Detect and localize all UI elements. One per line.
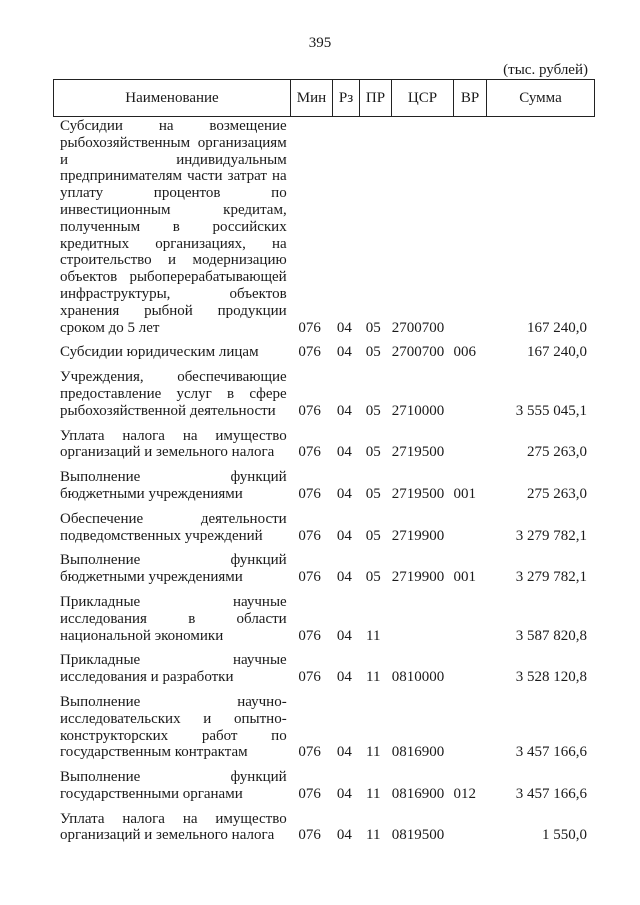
row-name: Прикладные научные исследования в области национальной экономики bbox=[60, 593, 287, 644]
row-rz: 04 bbox=[336, 627, 352, 644]
row-rz: 04 bbox=[336, 669, 352, 686]
row-sum: 3 587 820,8 bbox=[515, 627, 587, 644]
row-sum: 3 457 166,6 bbox=[515, 744, 587, 761]
table-row bbox=[53, 511, 589, 545]
row-name: Выполнение функций бюджетными учреждениями bbox=[60, 552, 287, 586]
table-header bbox=[53, 79, 595, 117]
row-sum: 167 240,0 bbox=[527, 344, 587, 361]
row-sum: 167 240,0 bbox=[527, 319, 587, 336]
row-name: Учреждения, обеспечивающие предоставление услуг в сфере рыбохозяйственной деятельности bbox=[60, 369, 287, 419]
row-rz: 04 bbox=[336, 827, 352, 844]
row-pr: 11 bbox=[366, 627, 381, 644]
row-name: Выполнение функций бюджетными учреждениями bbox=[60, 469, 287, 502]
row-name: Уплата налога на имущество организаций и земельного налога bbox=[60, 427, 287, 461]
row-min: 076 bbox=[298, 402, 321, 419]
row-pr: 05 bbox=[365, 444, 381, 461]
column-header-min: Мин bbox=[291, 80, 333, 117]
row-min: 076 bbox=[298, 527, 321, 544]
units-label: (тыс. рублей) bbox=[503, 62, 588, 78]
column-header-rz: Рз bbox=[333, 80, 360, 117]
row-min: 076 bbox=[298, 627, 321, 644]
row-name: Прикладные научные исследования и разработки bbox=[60, 652, 287, 686]
row-pr: 11 bbox=[366, 744, 381, 761]
row-min: 076 bbox=[298, 827, 321, 844]
table-body bbox=[53, 118, 589, 852]
row-min: 076 bbox=[298, 744, 321, 761]
row-csr: 2700700 bbox=[391, 319, 445, 336]
row-sum: 275 263,0 bbox=[527, 485, 587, 502]
row-rz: 04 bbox=[336, 344, 352, 361]
row-vr: 006 bbox=[453, 344, 476, 361]
row-vr: 012 bbox=[453, 785, 476, 802]
table-row bbox=[53, 769, 589, 803]
row-name: Выполнение научно-исследовательских и опытно-конструкторских работ по государственным контрактам bbox=[60, 693, 287, 761]
row-min: 076 bbox=[298, 569, 321, 586]
row-min: 076 bbox=[298, 344, 321, 361]
table-row bbox=[53, 694, 589, 761]
table-row bbox=[53, 369, 589, 419]
column-header-csr: ЦСР bbox=[392, 80, 454, 117]
row-sum: 3 279 782,1 bbox=[515, 569, 587, 586]
row-pr: 05 bbox=[365, 569, 381, 586]
row-csr: 0810000 bbox=[391, 669, 445, 686]
row-pr: 05 bbox=[365, 402, 381, 419]
table-row bbox=[53, 118, 589, 336]
row-rz: 04 bbox=[336, 744, 352, 761]
row-min: 076 bbox=[298, 785, 321, 802]
column-header-pr: ПР bbox=[360, 80, 392, 117]
row-sum: 3 457 166,6 bbox=[515, 785, 587, 802]
row-rz: 04 bbox=[336, 569, 352, 586]
column-header-sum: Сумма bbox=[487, 80, 595, 117]
table-row bbox=[53, 594, 589, 644]
row-min: 076 bbox=[298, 444, 321, 461]
table-row bbox=[53, 428, 589, 462]
row-min: 076 bbox=[298, 485, 321, 502]
row-pr: 11 bbox=[366, 669, 381, 686]
row-csr: 2710000 bbox=[391, 402, 445, 419]
row-min: 076 bbox=[298, 669, 321, 686]
column-header-name: Наименование bbox=[54, 80, 291, 117]
column-header-vr: ВР bbox=[454, 80, 487, 117]
row-pr: 05 bbox=[365, 319, 381, 336]
row-csr: 2719900 bbox=[391, 569, 445, 586]
row-csr: 2719900 bbox=[391, 527, 445, 544]
row-sum: 3 279 782,1 bbox=[515, 527, 587, 544]
table-row bbox=[53, 344, 589, 361]
row-name: Обеспечение деятельности подведомственных учреждений bbox=[60, 510, 287, 544]
table-row bbox=[53, 652, 589, 686]
row-pr: 11 bbox=[366, 785, 381, 802]
row-pr: 05 bbox=[365, 485, 381, 502]
row-rz: 04 bbox=[336, 402, 352, 419]
row-rz: 04 bbox=[336, 444, 352, 461]
row-csr: 0816900 bbox=[391, 785, 445, 802]
row-csr: 2719500 bbox=[391, 444, 445, 461]
row-rz: 04 bbox=[336, 319, 352, 336]
row-pr: 05 bbox=[365, 527, 381, 544]
row-vr: 001 bbox=[453, 485, 476, 502]
row-rz: 04 bbox=[336, 485, 352, 502]
table-row bbox=[53, 469, 589, 503]
row-csr: 2719500 bbox=[391, 485, 445, 502]
row-csr: 0819500 bbox=[391, 827, 445, 844]
row-vr: 001 bbox=[453, 569, 476, 586]
table-row bbox=[53, 552, 589, 586]
table-row bbox=[53, 811, 589, 845]
row-name: Уплата налога на имущество организаций и земельного налога bbox=[60, 810, 287, 844]
row-min: 076 bbox=[298, 319, 321, 336]
row-name: Субсидии на возмещение рыбохозяйственным организациям и индивидуальным предпринимателям части затрат на уплату процентов по инвестиционным кредитам, полученным в российских кредитных организациях, на строительство и модернизацию объектов рыбоперерабатывающей инфраструктуры, объектов хранения рыбной продукции сроком до 5 лет bbox=[60, 118, 287, 336]
row-sum: 3 555 045,1 bbox=[515, 402, 587, 419]
row-sum: 1 550,0 bbox=[542, 827, 587, 844]
row-rz: 04 bbox=[336, 527, 352, 544]
row-name: Субсидии юридическим лицам bbox=[60, 344, 259, 361]
row-sum: 3 528 120,8 bbox=[515, 669, 587, 686]
row-pr: 05 bbox=[365, 344, 381, 361]
row-pr: 11 bbox=[366, 827, 381, 844]
row-name: Выполнение функций государственными органами bbox=[60, 769, 287, 802]
row-sum: 275 263,0 bbox=[527, 444, 587, 461]
row-csr: 0816900 bbox=[391, 744, 445, 761]
row-rz: 04 bbox=[336, 785, 352, 802]
row-csr: 2700700 bbox=[391, 344, 445, 361]
page-number: 395 bbox=[308, 35, 332, 51]
